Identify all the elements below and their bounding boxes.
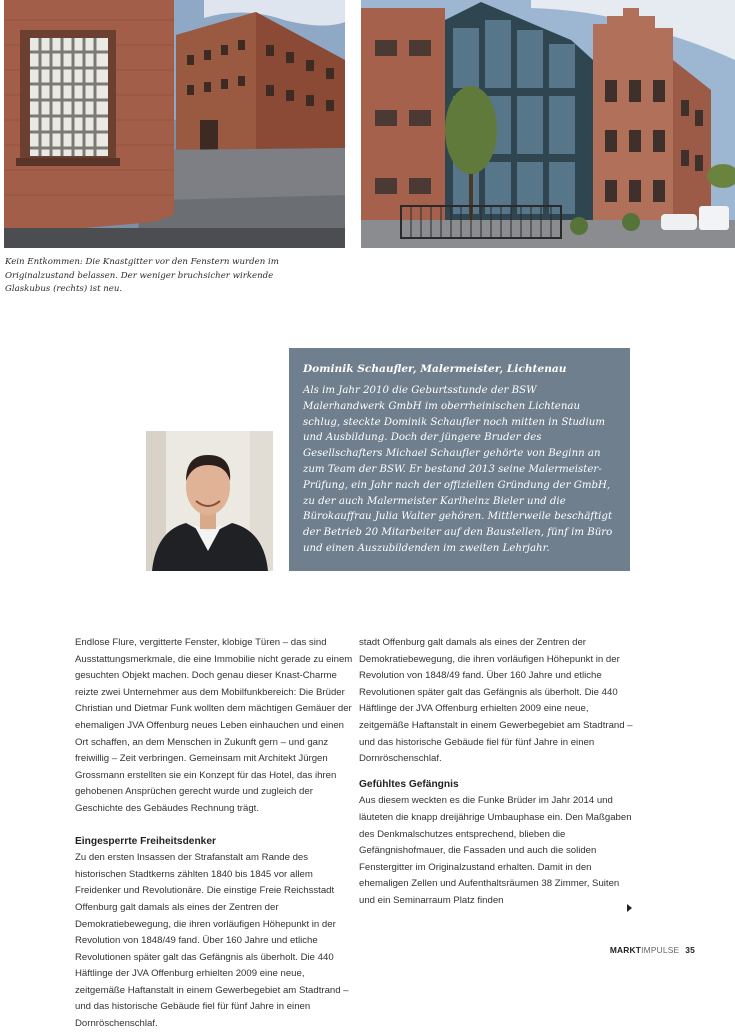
article-heading-1: Eingesperrte Freiheitsdenker xyxy=(75,835,216,847)
footer-brand-light: IMPULSE xyxy=(641,945,680,955)
page-number: 35 xyxy=(685,945,695,955)
article-intro: Endlose Flure, vergitterte Fenster, klobige Türen – das sind Ausstattungsmerkmale, die eine Immobilie nicht gerade zu einem gesuchten Objekt machen. Doch genau dieser Knast-Charme reizte zwei Unternehmer aus dem Mobilfunkbereich: Die Brüder Christian und Dietmar Funk wollten dem mächtigen Gemäuer der ehemaligen JVA Offenburg neues Leben einhauchen und einen Ort schaffen, an dem Menschen in Zukunft gern – und ganz freiwillig – Zeit verbringen. Gemeinsam mit Architekt Jürgen Grossmann erstellten sie ein Konzept für das Hotel, das ihren gehobenen Ansprüchen gerecht wurde und zugleich der Geschichte des Gebäudes Rechnung trägt. xyxy=(75,637,353,814)
article-paragraph-2: Aus diesem weckten es die Funke Brüder im Jahr 2014 und läuteten die knapp dreijährige Umbauphase ein. Den Maßgaben des Denkmalschutzes entsprechend, blieben die Gefängnishofmauer, die Fassaden und auch die soliden Fenstergitter im Originalzustand erhalten. Damit in den ehemaligen Zellen und Aufenthaltsräumen 38 Zimmer, Suiten und ein Seminarraum Platz finden xyxy=(359,795,632,906)
article-paragraph-1: Zu den ersten Insassen der Strafanstalt am Rande des historischen Stadtkerns zählten 1840 bis 1845 vor allem Freidenker und Revolutionäre. Die einstige Freie Reichsstadt Offenburg galt damals als eines der Zentren der Demokratiebewegung, die ihren vorläufigen Höhepunkt in der Revolution von 1848/49 fand. Über 160 Jahre und etliche Revolutionen später galt das Gefängnis als überholt. Die 440 Häftlinge der JVA Offenburg erhielten 2009 eine neue, zeitgemäße Haftanstalt in einem Gewerbegebiet am Stadtrand – und das historische Gebäude fiel für fünf Jahre in einen Dornröschenschlaf. xyxy=(75,852,349,1030)
article-paragraph-1-continued: stadt Offenburg galt damals als eines der Zentren der Demokratiebewegung, die ihren vorläufigen Höhepunkt in der Revolution von 1848/49 fand. Über 160 Jahre und etliche Revolutionen später galt das Gefängnis als überholt. Die 440 Häftlinge der JVA Offenburg erhielten 2009 eine neue, zeitgemäße Haftanstalt in einem Gewerbegebiet am Stadtrand – und das historische Gebäude fiel für fünf Jahre in einen Dornröschenschlaf. xyxy=(359,637,633,765)
infobox-text: Als im Jahr 2010 die Geburtsstunde der BSW Malerhandwerk GmbH im oberrheinischen Lichtenau schlug, steckte Dominik Schaufler noch mitten in Studium und Ausbildung. Doch der jüngere Bruder des Gesellschafters Michael Schaufler gehörte von Beginn an zum Team der BSW. Er bestand 2013 seine Malermeister-Prüfung, ein Jahr nach der offiziellen Gründung der GmbH, zu der auch Malermeister Karlheinz Bieler und die Bürokauffrau Julia Walter gehören. Mittlerweile beschäftigt der Betrieb 20 Mitarbeiter auf den Baustellen, fünf im Büro und einen Auszubildenden im zweiten Lehrjahr. xyxy=(303,385,613,554)
page-footer xyxy=(610,945,695,955)
photo-glass-cube-building xyxy=(361,0,735,248)
profile-infobox xyxy=(289,348,630,571)
footer-brand-bold: MARKT xyxy=(609,945,642,955)
infobox-title: Dominik Schaufler, Malermeister, Lichtenau xyxy=(303,363,567,375)
photo-prison-window xyxy=(4,0,345,248)
article-column-left xyxy=(75,635,353,1030)
article-heading-2: Gefühltes Gefängnis xyxy=(359,778,459,790)
article-column-right xyxy=(359,635,637,910)
photo-caption: Kein Entkommen: Die Knastgitter vor den Fenstern wurden im Originalzustand belassen. Der weniger bruchsicher wirkende Glaskubus (rechts) ist neu. xyxy=(5,257,279,295)
portrait-photo xyxy=(146,431,273,571)
continue-arrow-icon xyxy=(627,904,632,912)
